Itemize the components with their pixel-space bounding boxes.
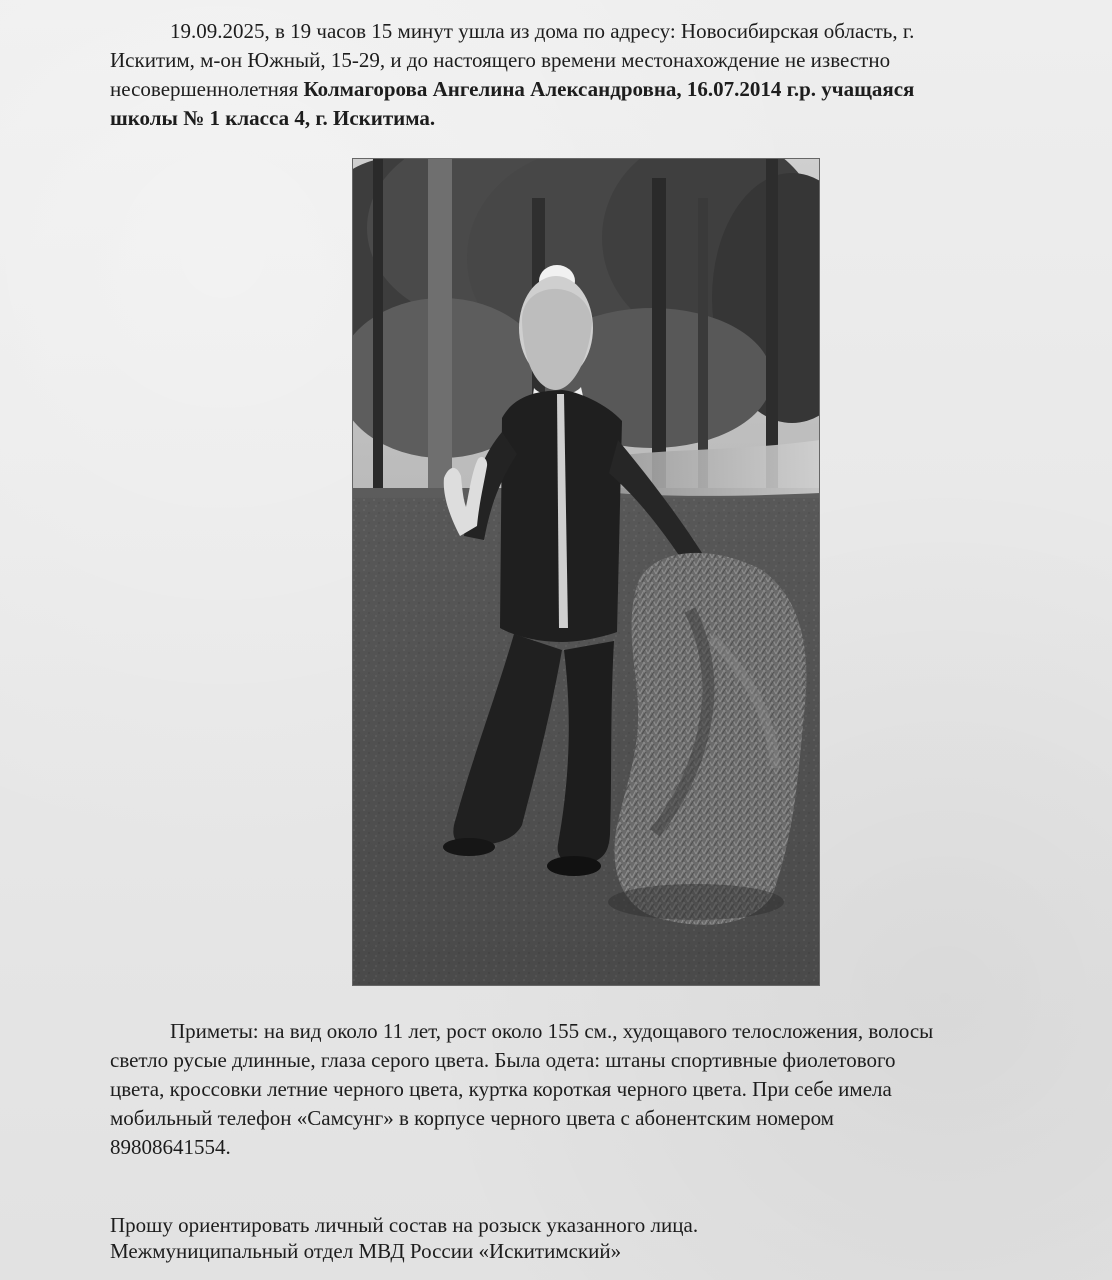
description-line-3: цвета, кроссовки летние черного цвета, куртка короткая черного цвета. При себе имела [110, 1077, 892, 1101]
description-line-2: светло русые длинные, глаза серого цвета. Была одета: штаны спортивные фиолетового [110, 1048, 896, 1072]
intro-line-1-rest: , в 19 часов 15 минут ушла из дома по адресу: Новосибирская область, г. [264, 19, 915, 43]
department-line: Межмуниципальный отдел МВД России «Искитимский» [110, 1239, 622, 1263]
intro-paragraph [110, 17, 1068, 135]
intro-line-3-prefix: несовершеннолетняя [110, 77, 304, 101]
photo-illustration [352, 158, 820, 986]
intro-line-2: Искитим, м-он Южный, 15-29, и до настоящего времени местонахождение не известно [110, 48, 891, 72]
topiary-bear-sculpture [608, 553, 806, 925]
intro-line-3 [110, 75, 1068, 104]
description-paragraph [110, 1017, 1068, 1160]
missing-person-photo [352, 158, 820, 986]
phone-number: 89808641554. [110, 1135, 231, 1159]
school-info: школы № 1 класса 4, г. Искитима. [110, 106, 436, 130]
intro-line-1 [110, 17, 1068, 46]
missing-person-name: Колмагорова Ангелина Александровна, 16.07.2014 г.р. учащаяся [303, 77, 915, 101]
description-line-1: Приметы: на вид около 11 лет, рост около 155 см., худощавого телосложения, волосы [170, 1019, 934, 1043]
request-line: Прошу ориентировать личный состав на розыск указанного лица. [110, 1213, 699, 1237]
incident-date: 19.09.2025 [170, 19, 265, 43]
description-line-4: мобильный телефон «Самсунг» в корпусе черного цвета с абонентским номером [110, 1106, 834, 1130]
footer-block [110, 1212, 1068, 1264]
